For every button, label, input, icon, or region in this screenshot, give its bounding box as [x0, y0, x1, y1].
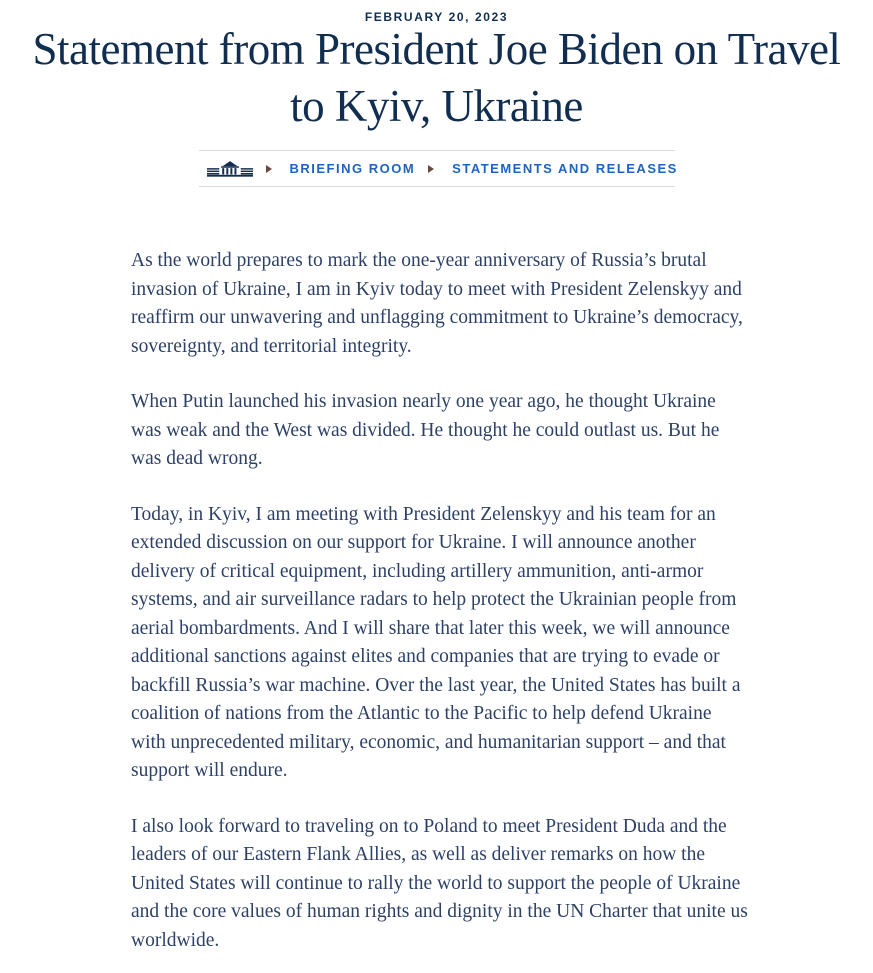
- home-link[interactable]: [207, 160, 253, 177]
- chevron-right-icon: [428, 165, 434, 173]
- paragraph: When Putin launched his invasion nearly one year ago, he thought Ukraine was weak and the West was divided. He thought he could outlast us. But he was dead wrong.: [131, 391, 720, 470]
- page-title: Statement from President Joe Biden on Travel to Kyiv, Ukraine: [32, 24, 841, 132]
- breadcrumb-briefing-room[interactable]: BRIEFING ROOM: [289, 161, 416, 177]
- post-date: FEBRUARY 20, 2023: [364, 10, 509, 24]
- paragraph: As the world prepares to mark the one-year anniversary of Russia’s brutal invasion of Ukraine, I am in Kyiv today to meet with President Zelenskyy and reaffirm our unwavering and unflagging commitment to Ukraine’s democracy, sovereignty, and territorial integrity.: [131, 250, 743, 357]
- chevron-right-icon: [266, 165, 272, 173]
- breadcrumb-statements-and-releases[interactable]: STATEMENTS AND RELEASES: [452, 161, 678, 177]
- statement-body: [131, 247, 748, 955]
- statement-page: [0, 10, 873, 973]
- paragraph: Today, in Kyiv, I am meeting with President Zelenskyy and his team for an extended discussion on our support for Ukraine. I will announce another delivery of critical equipment, including artillery ammunition, anti-armor systems, and air surveillance radars to help protect the Ukrainian people from aerial bombardments. And I will share that later this week, we will announce additional sanctions against elites and companies that are trying to evade or backfill Russia’s war machine. Over the last year, the United States has built a coalition of nations from the Atlantic to the Pacific to help defend Ukraine with unprecedented military, economic, and humanitarian support – and that support will endure.: [131, 503, 741, 782]
- paragraph: I also look forward to traveling on to Poland to meet President Duda and the leaders of our Eastern Flank Allies, as well as deliver remarks on how the United States will continue to rally the world to support the people of Ukraine and the core values of human rights and dignity in the UN Charter that unite us worldwide.: [131, 815, 748, 951]
- breadcrumb: [199, 150, 678, 187]
- whitehouse-icon: [207, 160, 253, 177]
